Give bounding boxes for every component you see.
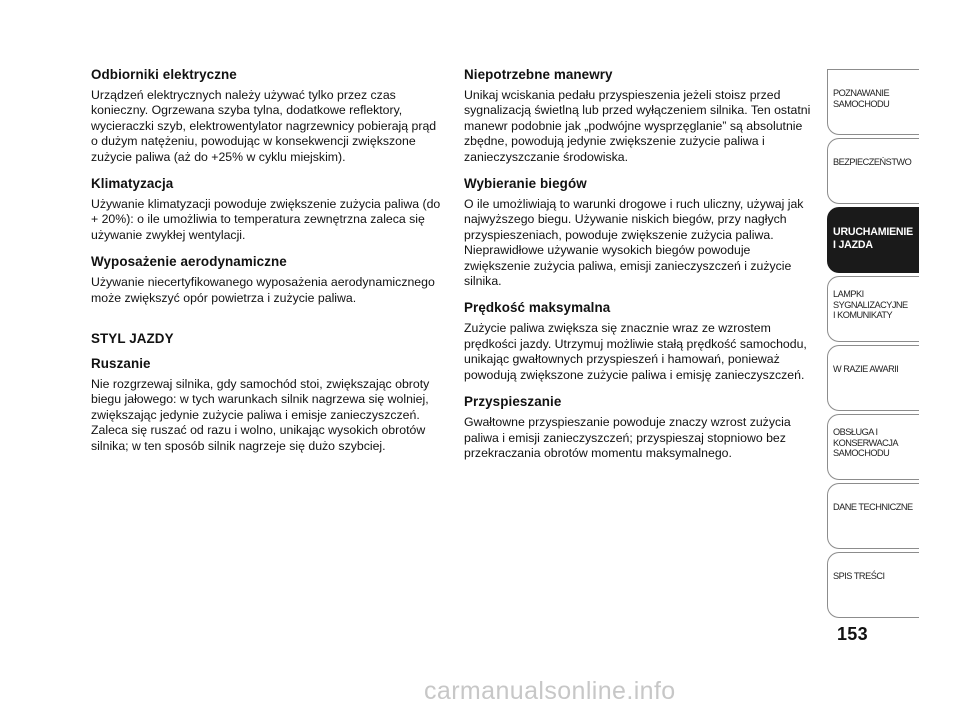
tab-label-line: SPIS TREŚCI	[833, 571, 885, 581]
tab-starting-driving[interactable]	[827, 207, 919, 273]
paragraph-air-conditioning: Używanie klimatyzacji powoduje zwiększenie zużycia paliwa (do + 20%): o ile umożliwia to temperatura zewnętrzna zaleca się używanie zwykłej wentylacji.	[91, 197, 441, 242]
tab-emergency[interactable]	[827, 345, 919, 411]
tab-label-line: KONSERWACJA	[833, 437, 898, 448]
heading-acceleration: Przyspieszanie	[464, 394, 562, 410]
tab-label-line: BEZPIECZEŃSTWO	[833, 157, 912, 167]
page-number: 153	[837, 624, 868, 644]
tab-index[interactable]	[827, 552, 919, 618]
heading-electrical-receivers: Odbiorniki elektryczne	[91, 67, 237, 82]
right-column	[464, 66, 816, 471]
heading-air-conditioning: Klimatyzacja	[91, 176, 174, 192]
section-spacer	[91, 316, 443, 330]
tab-label-line: OBSŁUGA I	[833, 427, 878, 437]
tab-label-line: DANE TECHNICZNE	[833, 502, 913, 512]
tab-label-line: POZNAWANIE	[833, 88, 890, 98]
tab-warning-lights[interactable]	[827, 276, 919, 342]
tab-label-line: URUCHAMIENIE	[833, 226, 913, 238]
tab-label-line: I JAZDA	[833, 238, 873, 251]
tab-label-line: SYGNALIZACYJNE	[833, 299, 908, 310]
paragraph-starting: Nie rozgrzewaj silnika, gdy samochód stoi, zwiększając obroty biegu jałowego: w tych warunkach silnik nagrzewa się wolniej, zwiększając jedynie zużycie paliwa i emisje zanieczyszczeń. Zaleca się ruszać od razu i wolno, unikając wysokich obrotów silnika; w ten sposób silnik nagrzeje się dużo szybciej.	[91, 377, 430, 453]
left-column	[91, 66, 443, 464]
paragraph-maximum-speed: Zużycie paliwa zwiększa się znacznie wraz ze wzrostem prędkości jazdy. Utrzymuj możliwie stałą prędkość samochodu, unikając gwałtownych przyspieszeń i hamowań, ponieważ powodują zwiększone zużycie paliwa i emisję zanieczyszczeń.	[464, 321, 807, 382]
tab-label-line: SAMOCHODU	[833, 98, 890, 109]
tab-label-line: LAMPKI	[833, 289, 864, 299]
heading-maximum-speed: Prędkość maksymalna	[464, 300, 611, 316]
watermark: carmanualsonline.info	[424, 677, 676, 705]
paragraph-aerodynamic-equipment: Używanie niecertyfikowanego wyposażenia aerodynamicznego może zwiększyć opór powietrza i zużycie paliwa.	[91, 275, 435, 305]
paragraph-acceleration: Gwałtowne przyspieszanie powoduje znaczy wzrost zużycia paliwa i emisji zanieczyszczeń; przyspieszaj stopniowo bez przekraczania obrotów momentu maksymalnego.	[464, 415, 791, 460]
section-title-driving-style: STYL JAZDY	[91, 331, 174, 347]
tab-maintenance[interactable]	[827, 414, 919, 480]
heading-unnecessary-maneuvers: Niepotrzebne manewry	[464, 67, 613, 82]
tab-technical-data[interactable]	[827, 483, 919, 549]
heading-starting: Ruszanie	[91, 356, 151, 372]
paragraph-electrical-receivers: Urządzeń elektrycznych należy używać tylko przez czas konieczny. Ogrzewana szyba tylna, dodatkowe reflektory, wycieraczki szyb, elektrowentylator nagrzewnicy pobierają prąd o dużym natężeniu, powodując w konsekwencji zwiększone zużycie paliwa (aż do +25% w cyklu miejskim).	[91, 88, 437, 164]
paragraph-unnecessary-maneuvers: Unikaj wciskania pedału przyspieszenia jeżeli stoisz przed sygnalizacją świetlną lub przed wyłączeniem silnika. Ten ostatni manewr podobnie jak „podwójne wysprzęglanie” są absolutnie zbędne, powodują jedynie zwiększenie zużycie paliwa i zanieczyszczanie środowiska.	[464, 88, 811, 164]
tab-vehicle-overview[interactable]	[827, 69, 919, 135]
tab-label-line: I KOMUNIKATY	[833, 310, 893, 321]
chapter-tabs	[827, 69, 919, 621]
heading-gear-selection: Wybieranie biegów	[464, 176, 587, 192]
tab-label-line: SAMOCHODU	[833, 448, 890, 459]
heading-aerodynamic-equipment: Wyposażenie aerodynamiczne	[91, 254, 287, 270]
tab-safety[interactable]	[827, 138, 919, 204]
paragraph-gear-selection: O ile umożliwiają to warunki drogowe i ruch uliczny, używaj jak najwyższego biegu. Używanie niskich biegów, przy nagłych przyspieszeniach, powoduje zwiększenie zużycia paliwa. Nieprawidłowe używanie wysokich biegów powoduje zwiększenie zużycia paliwa, emisji zanieczyszczeń i zużycie silnika.	[464, 197, 804, 289]
tab-label-line: W RAZIE AWARII	[833, 364, 899, 374]
